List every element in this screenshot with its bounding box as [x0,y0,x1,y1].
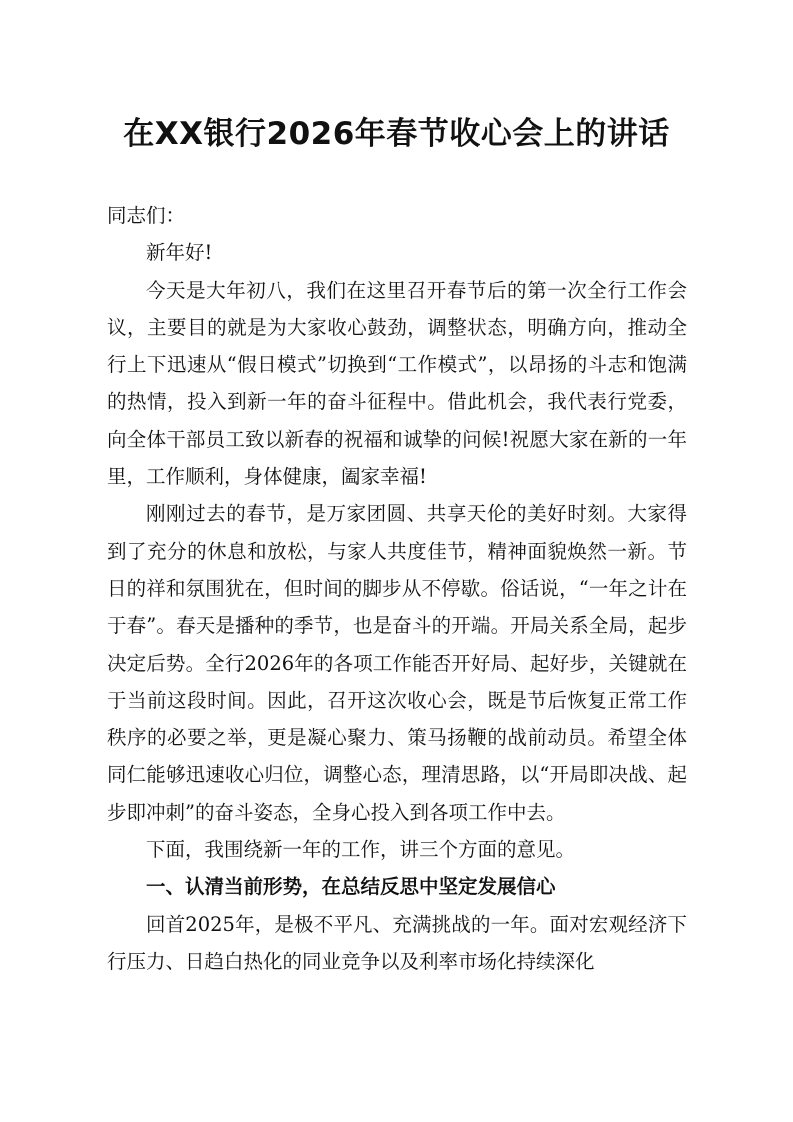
document-title: 在XX银行2026年春节收心会上的讲话 [123,116,670,152]
paragraph-spring-festival: 刚刚过去的春节，是万家团圆、共享天伦的美好时刻。大家得到了充分的休息和放松，与家人共度佳节，精神面貌焕然一新。节日的祥和氛围犹在，但时间的脚步从不停歇。俗话说，“一年之计在于春”。春天是播种的季节，也是奋斗的开端。开局关系全局，起步决定后势。全行2026年的各项工作能否开好局、起好步，关键就在于当前这段时间。因此，召开这次收心会，既是节后恢复正常工作秩序的必要之举，更是凝心聚力、策马扬鞭的战前动员。希望全体同仁能够迅速收心归位，调整心态，理清思路，以“开局即决战、起步即冲刺”的奋斗姿态，全身心投入到各项工作中去。 [107,502,687,824]
document-body [107,197,687,980]
paragraph-review-2025: 回首2025年，是极不平凡、充满挑战的一年。面对宏观经济下行压力、日趋白热化的同业竞争以及利率市场化持续深化 [107,912,687,973]
section-heading-1: 一、认清当前形势，在总结反思中坚定发展信心 [146,875,556,899]
paragraph-greeting: 新年好! [146,241,213,265]
paragraph-opening: 今天是大年初八，我们在这里召开春节后的第一次全行工作会议，主要目的就是为大家收心鼓劲，调整状态，明确方向，推动全行上下迅速从“假日模式”切换到“工作模式”，以昂扬的斗志和饱满的热情，投入到新一年的奋斗征程中。借此机会，我代表行党委，向全体干部员工致以新春的祝福和诚挚的问候!祝愿大家在新的一年里，工作顺利，身体健康，阖家幸福! [107,278,687,489]
salutation: 同志们： [107,204,186,227]
paragraph-outline: 下面，我围绕新一年的工作，讲三个方面的意见。 [146,838,576,862]
